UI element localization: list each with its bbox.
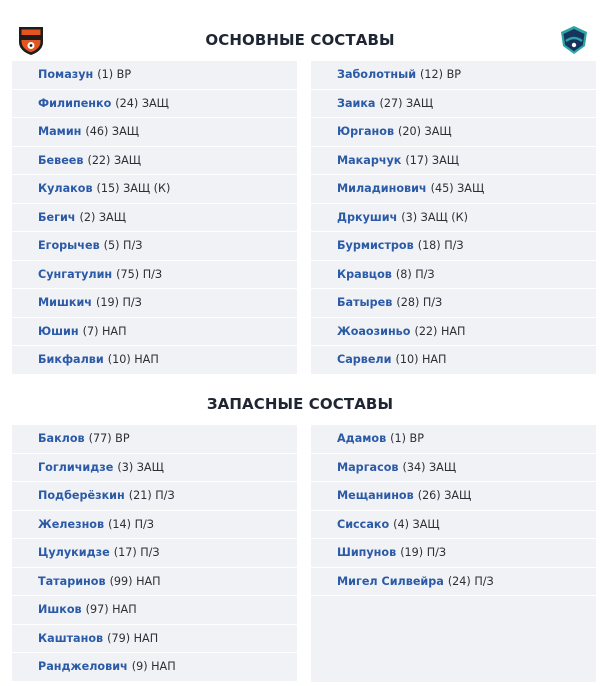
player-row — [311, 425, 596, 454]
player-number-position: (24) ЗАЩ — [115, 96, 169, 110]
player-name-link[interactable]: Бегич — [38, 210, 76, 224]
starting-lineups-title: ОСНОВНЫЕ СОСТАВЫ — [205, 31, 395, 49]
player-number-position: (28) П/З — [396, 296, 443, 310]
empty-list-area — [311, 596, 596, 682]
player-name-link[interactable]: Мишкич — [38, 296, 92, 310]
player-row — [311, 175, 596, 204]
player-row — [12, 175, 297, 204]
player-row — [12, 511, 297, 540]
player-number-position: (19) П/З — [95, 296, 142, 310]
player-number-position: (22) НАП — [414, 324, 466, 338]
player-number-position: (45) ЗАЩ — [430, 182, 485, 196]
player-name-link[interactable]: Сиссако — [337, 517, 390, 531]
player-number-position: (77) ВР — [88, 432, 130, 446]
player-row — [12, 539, 297, 568]
player-row — [311, 539, 596, 568]
player-name-link[interactable]: Заика — [337, 96, 376, 110]
player-number-position: (46) ЗАЩ — [85, 125, 139, 139]
sochi-club-logo-icon[interactable] — [558, 24, 590, 56]
player-number-position: (97) НАП — [85, 603, 137, 617]
player-row — [311, 482, 596, 511]
player-name-link[interactable]: Помазун — [38, 68, 94, 82]
player-number-position: (20) ЗАЩ — [398, 125, 452, 139]
player-number-position: (79) НАП — [107, 631, 159, 645]
player-row — [12, 568, 297, 597]
player-name-link[interactable]: Татаринов — [38, 574, 106, 588]
player-name-link[interactable]: Егорычев — [38, 239, 100, 253]
player-number-position: (27) ЗАЩ — [379, 96, 434, 110]
player-number-position: (15) ЗАЩ (К) — [96, 182, 171, 196]
player-name-link[interactable]: Мещанинов — [337, 489, 414, 503]
player-name-link[interactable]: Юрганов — [337, 125, 395, 139]
player-name-link[interactable]: Баклов — [38, 432, 85, 446]
player-name-link[interactable]: Бикфалви — [38, 353, 104, 367]
player-row — [311, 318, 596, 347]
player-name-link[interactable]: Сарвели — [337, 353, 392, 367]
player-number-position: (24) П/З — [447, 574, 494, 588]
player-number-position: (2) ЗАЩ — [79, 210, 126, 224]
player-row — [12, 454, 297, 483]
home-substitutes — [12, 425, 297, 681]
player-row — [12, 425, 297, 454]
player-row — [311, 147, 596, 176]
player-number-position: (9) НАП — [131, 660, 176, 674]
player-name-link[interactable]: Сунгатулин — [38, 267, 113, 281]
player-name-link[interactable]: Мигел Силвейра — [337, 574, 444, 588]
player-row — [12, 596, 297, 625]
player-number-position: (21) П/З — [128, 489, 175, 503]
player-row — [311, 568, 596, 597]
player-name-link[interactable]: Маргасов — [337, 460, 399, 474]
substitutes-title: ЗАПАСНЫЕ СОСТАВЫ — [206, 395, 394, 413]
player-number-position: (14) П/З — [108, 517, 154, 531]
player-name-link[interactable]: Гогличидзе — [38, 460, 114, 474]
home-starting-lineup — [12, 61, 297, 375]
player-number-position: (34) ЗАЩ — [402, 460, 457, 474]
player-name-link[interactable]: Миладинович — [337, 182, 427, 196]
player-row — [12, 346, 297, 375]
player-number-position: (4) ЗАЩ — [393, 517, 440, 531]
player-number-position: (10) НАП — [107, 353, 159, 367]
away-starting-lineup — [311, 61, 596, 375]
player-name-link[interactable]: Адамов — [337, 432, 387, 446]
player-row — [12, 653, 297, 682]
player-row — [311, 118, 596, 147]
player-number-position: (22) ЗАЩ — [87, 153, 142, 167]
player-name-link[interactable]: Макарчук — [337, 153, 402, 167]
player-name-link[interactable]: Филипенко — [38, 96, 112, 110]
player-name-link[interactable]: Жоаозиньо — [337, 324, 411, 338]
player-name-link[interactable]: Батырев — [337, 296, 393, 310]
player-number-position: (7) НАП — [82, 324, 127, 338]
player-name-link[interactable]: Ишков — [38, 603, 82, 617]
player-number-position: (75) П/З — [116, 267, 163, 281]
player-number-position: (12) ВР — [420, 68, 461, 82]
player-name-link[interactable]: Юшин — [38, 324, 79, 338]
player-row — [12, 204, 297, 233]
player-number-position: (3) ЗАЩ — [117, 460, 164, 474]
player-row — [311, 511, 596, 540]
player-row — [311, 346, 596, 375]
player-number-position: (17) П/З — [113, 546, 160, 560]
player-number-position: (26) ЗАЩ — [417, 489, 472, 503]
player-name-link[interactable]: Шипунов — [337, 546, 397, 560]
player-number-position: (5) П/З — [103, 239, 143, 253]
player-row — [311, 289, 596, 318]
player-number-position: (99) НАП — [109, 574, 161, 588]
player-name-link[interactable]: Кулаков — [38, 182, 93, 196]
player-name-link[interactable]: Заболотный — [337, 68, 417, 82]
player-number-position: (1) ВР — [97, 68, 132, 82]
player-row — [12, 118, 297, 147]
player-row — [12, 261, 297, 290]
away-substitutes — [311, 425, 596, 681]
player-row — [311, 261, 596, 290]
player-number-position: (18) П/З — [417, 239, 464, 253]
player-number-position: (17) ЗАЩ — [405, 153, 459, 167]
player-number-position: (1) ВР — [390, 432, 424, 446]
player-row — [311, 204, 596, 233]
player-name-link[interactable]: Подберёзкин — [38, 489, 125, 503]
player-row — [12, 318, 297, 347]
player-name-link[interactable]: Бурмистров — [337, 239, 414, 253]
player-name-link[interactable]: Цулукидзе — [38, 546, 110, 560]
player-row — [12, 61, 297, 90]
player-row — [12, 90, 297, 119]
player-number-position: (19) П/З — [400, 546, 447, 560]
player-name-link[interactable]: Бевеев — [38, 153, 84, 167]
player-row — [311, 61, 596, 90]
player-row — [12, 625, 297, 654]
player-row — [12, 232, 297, 261]
player-row — [12, 482, 297, 511]
player-row — [311, 90, 596, 119]
player-number-position: (10) НАП — [395, 353, 447, 367]
player-row — [12, 289, 297, 318]
player-name-link[interactable]: Ранджелович — [38, 660, 128, 674]
player-row — [311, 454, 596, 483]
player-name-link[interactable]: Мамин — [38, 125, 82, 139]
player-name-link[interactable]: Железнов — [38, 517, 105, 531]
lineups-header — [0, 0, 600, 62]
player-name-link[interactable]: Кравцов — [337, 267, 392, 281]
player-name-link[interactable]: Дркушич — [337, 210, 398, 224]
player-row — [12, 147, 297, 176]
player-name-link[interactable]: Каштанов — [38, 631, 104, 645]
player-number-position: (3) ЗАЩ (К) — [401, 210, 468, 224]
player-row — [311, 232, 596, 261]
player-number-position: (8) П/З — [395, 267, 435, 281]
